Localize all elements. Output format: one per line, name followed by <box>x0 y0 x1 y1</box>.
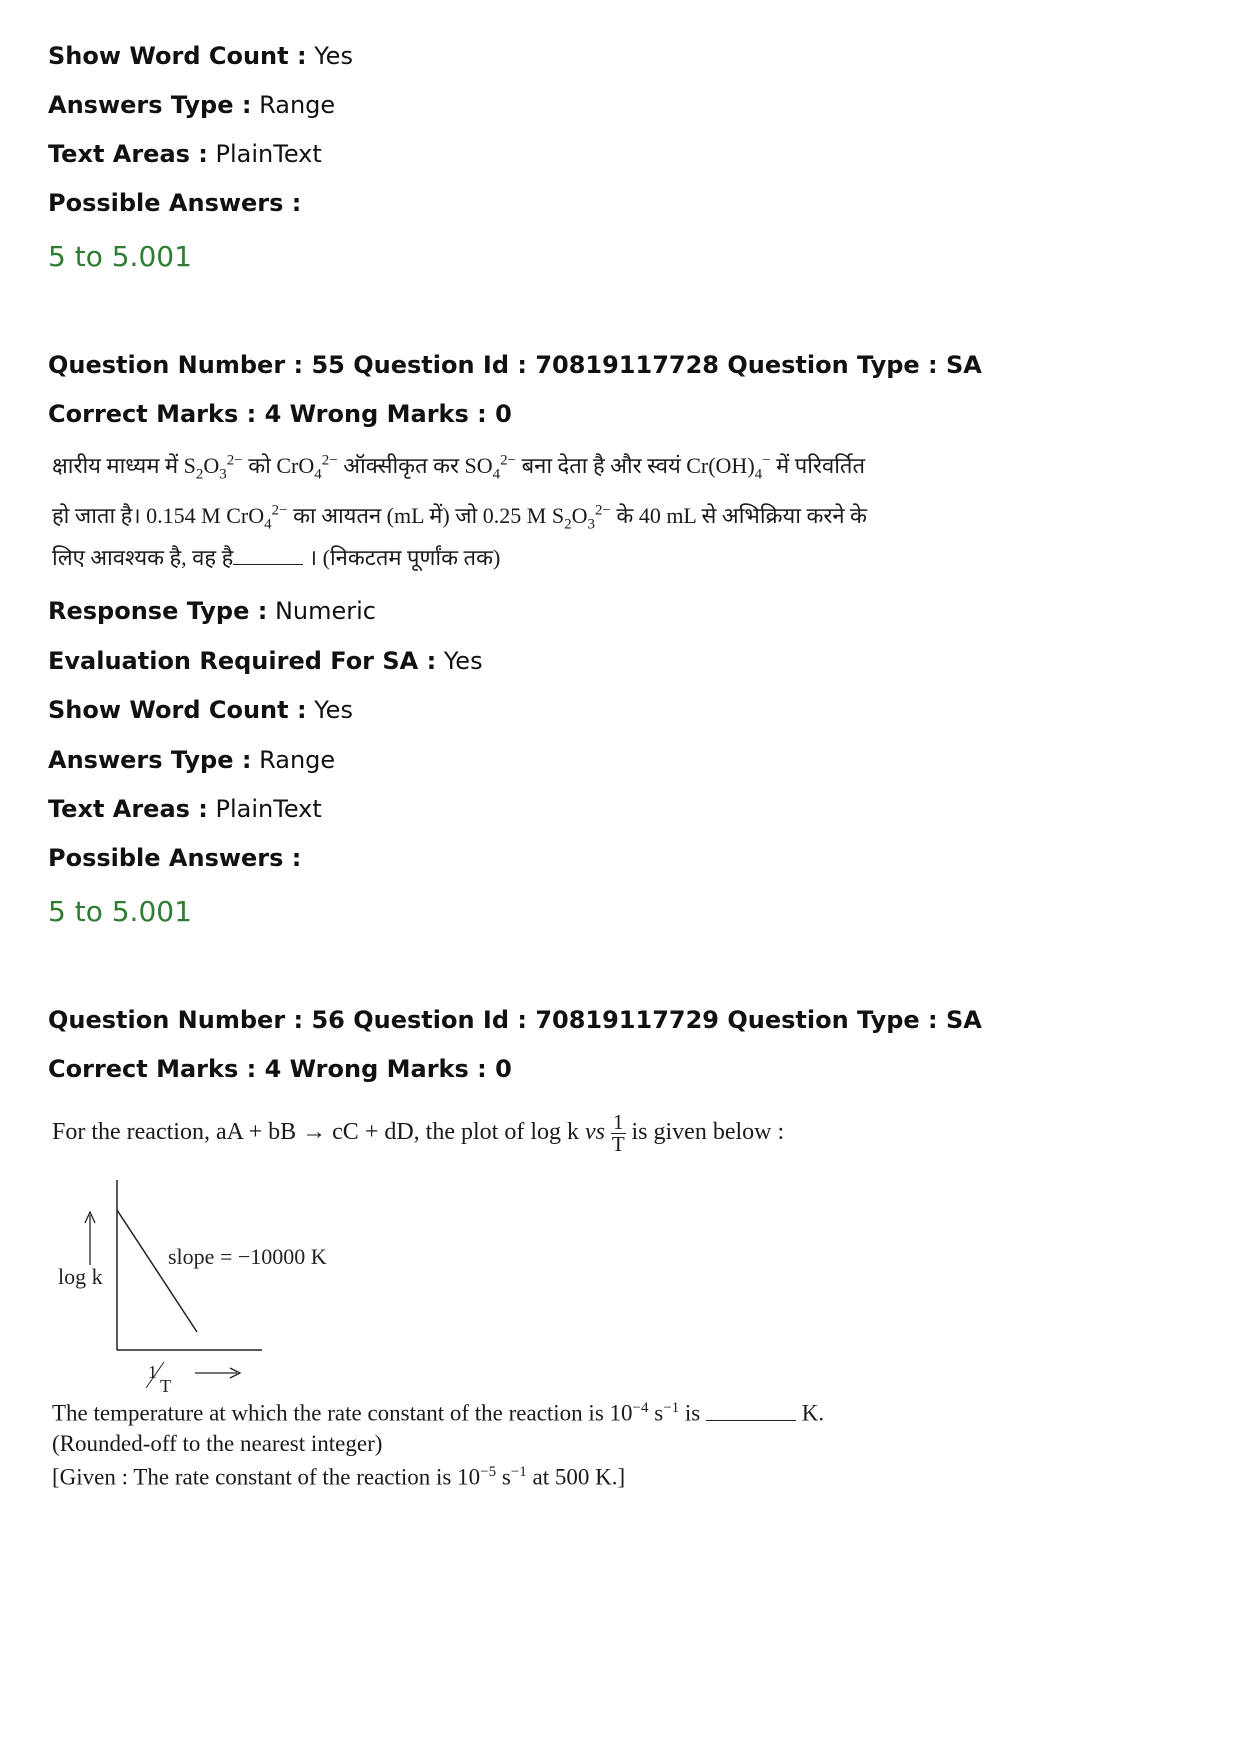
marks-text: Correct Marks : 4 Wrong Marks : 0 <box>48 1055 512 1083</box>
field-value: Range <box>259 91 336 119</box>
show-word-count-row <box>48 42 353 70</box>
field-label: Text Areas : <box>48 795 208 823</box>
field-label: Evaluation Required For SA : <box>48 647 437 675</box>
q56-question-line-1 <box>52 1400 824 1427</box>
header-text: Question Number : 56 Question Id : 70819117729 Question Type : SA <box>48 1006 982 1034</box>
slope-label: slope = −10000 K <box>168 1244 327 1269</box>
field-label: Answers Type : <box>48 746 252 774</box>
q-text: बना देता है और स्वयं <box>521 453 681 478</box>
field-label: Show Word Count : <box>48 42 307 70</box>
q-text: is given below : <box>631 1119 785 1146</box>
q-text: is <box>679 1400 701 1426</box>
field-value: Yes <box>443 647 483 675</box>
possible-answers-row <box>48 189 301 217</box>
q55-text-areas-row <box>48 795 322 823</box>
q-text: के 40 mL से अभिक्रिया करने के <box>616 503 867 528</box>
field-label: Show Word Count : <box>48 696 307 724</box>
q-text: ऑक्सीकृत कर <box>343 453 459 478</box>
q55-show-word-count-row <box>48 696 353 724</box>
q55-question-line-2 <box>52 500 867 533</box>
q55-question-line-1 <box>52 450 865 483</box>
field-label: Possible Answers : <box>48 844 302 872</box>
q55-possible-answer-value: 5 to 5.001 <box>48 895 192 928</box>
field-label: Answers Type : <box>48 91 252 119</box>
formula-s2o3: $S_2O_3^{2-}$ <box>551 502 611 533</box>
q-text: को <box>248 453 271 478</box>
q-sup: −1 <box>663 1400 680 1416</box>
q-text: vs <box>585 1119 605 1146</box>
q-text: The temperature at which the rate constant of the reaction is 10 <box>52 1400 633 1426</box>
answer-blank <box>233 548 303 565</box>
q-sup: −4 <box>632 1400 649 1416</box>
q-text: For the reaction, <box>52 1119 210 1146</box>
q56-marks <box>48 1055 512 1083</box>
q-text: क्षारीय माध्यम में <box>52 453 179 478</box>
q-text: at 500 K.] <box>526 1464 626 1490</box>
q55-question-line-3 <box>52 542 500 572</box>
text-areas-row <box>48 140 322 168</box>
q-text: । (निकटतम पूर्णांक तक) <box>308 545 501 570</box>
q56-question-line-3 <box>52 1464 625 1491</box>
q-text: K. <box>801 1400 825 1426</box>
possible-answer-value: 5 to 5.001 <box>48 240 192 273</box>
logk-vs-inverse-t-plot <box>52 1170 352 1400</box>
formula-so4: $SO_4^{2-}$ <box>464 452 517 483</box>
q-text: s <box>648 1400 664 1426</box>
q-text: s <box>496 1464 511 1490</box>
formula-cro4: CrO$_4^{2-}$ <box>226 502 288 533</box>
plot-line <box>117 1210 197 1332</box>
answer-blank <box>706 1404 796 1421</box>
q55-possible-answers-row <box>48 844 301 872</box>
q55-eval-row <box>48 647 483 675</box>
answers-type-row <box>48 91 335 119</box>
q55-answers-type-row <box>48 746 335 774</box>
fraction-one-over-t: $\frac{1}{T}$ <box>611 1110 625 1156</box>
q-sup: −1 <box>510 1464 527 1480</box>
formula-cro4: CrO$_4^{2-}$ <box>276 452 338 483</box>
q56-intro <box>52 1112 784 1155</box>
q-text: [Given : The rate constant of the reaction is 10 <box>52 1464 481 1490</box>
field-label: Text Areas : <box>48 140 208 168</box>
q55-marks <box>48 400 512 428</box>
formula-croh4: $Cr(OH)_4^-$ <box>686 452 771 483</box>
formula-s2o3: $S_2O_3^{2-}$ <box>183 452 243 483</box>
field-value: Range <box>259 746 336 774</box>
field-value: Yes <box>314 42 353 70</box>
q55-header <box>48 351 982 379</box>
q-text: का आयतन (mL में) जो 0.25 M <box>293 503 547 528</box>
q56-question-line-2: (Rounded-off to the nearest integer) <box>52 1431 383 1456</box>
field-label: Possible Answers : <box>48 189 302 217</box>
x-axis-label-t: T <box>160 1376 171 1396</box>
q-text: aA + bB → cC + dD, the plot of log k <box>215 1119 579 1146</box>
field-label: Response Type : <box>48 597 268 625</box>
field-value: PlainText <box>215 140 322 168</box>
x-axis-label-one: 1 <box>148 1362 157 1382</box>
q-text: लिए आवश्यक है, वह है <box>52 545 234 570</box>
header-text: Question Number : 55 Question Id : 70819117728 Question Type : SA <box>48 351 982 379</box>
field-value: Yes <box>314 696 353 724</box>
y-axis-label: log k <box>58 1264 103 1289</box>
q-text: हो जाता है। 0.154 M <box>52 503 221 528</box>
field-value: PlainText <box>215 795 322 823</box>
marks-text: Correct Marks : 4 Wrong Marks : 0 <box>48 400 512 428</box>
field-value: Numeric <box>274 597 376 625</box>
q-text: में परिवर्तित <box>776 453 865 478</box>
q55-response-type-row <box>48 597 376 625</box>
q-sup: −5 <box>480 1464 497 1480</box>
q56-header <box>48 1006 982 1034</box>
